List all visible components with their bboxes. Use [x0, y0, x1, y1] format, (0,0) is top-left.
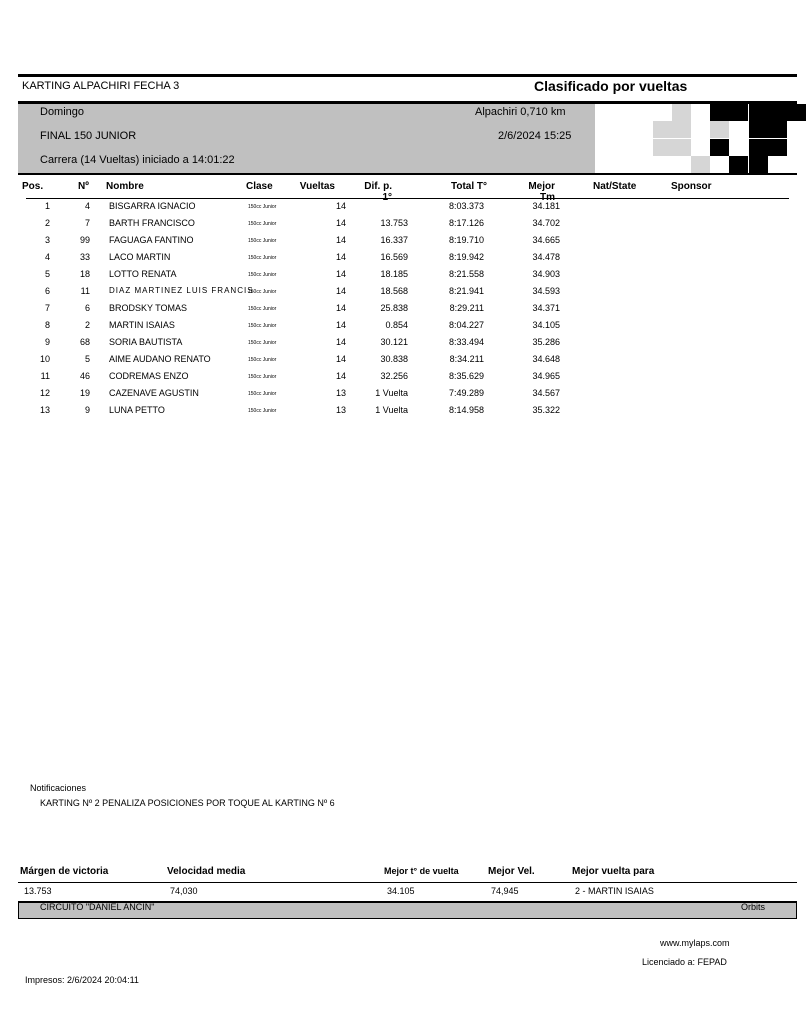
cell-laps: 14 — [335, 286, 346, 296]
cell-best: 34.105 — [532, 320, 560, 330]
cell-name: LACO MARTIN — [109, 252, 171, 262]
best-lap-label: Mejor t° de vuelta — [384, 866, 459, 876]
report-title: Clasificado por vueltas — [534, 78, 688, 94]
flag-square — [710, 121, 729, 138]
cell-best: 34.593 — [532, 286, 560, 296]
best-lap-value: 34.105 — [387, 886, 415, 896]
cell-pos: 12 — [39, 388, 50, 398]
cell-laps: 14 — [335, 320, 346, 330]
cell-name: BRODSKY TOMAS — [109, 303, 188, 313]
cell-class: 150cc Junior — [248, 238, 277, 244]
cell-gap: 16.569 — [380, 252, 408, 262]
cell-total: 8:03.373 — [448, 201, 484, 211]
top-rule — [18, 74, 797, 77]
margin-label: Márgen de victoria — [20, 866, 109, 877]
cell-gap: 18.185 — [380, 269, 408, 279]
cell-class: 150cc Junior — [248, 289, 277, 295]
cell-num: 33 — [79, 252, 90, 262]
cell-class: 150cc Junior — [248, 221, 277, 227]
table-row — [0, 368, 797, 385]
cell-gap: 1 Vuelta — [375, 388, 408, 398]
avg-speed-label: Velocidad media — [167, 866, 246, 877]
table-row — [0, 249, 797, 266]
cell-best: 34.903 — [532, 269, 560, 279]
cell-laps: 14 — [335, 235, 346, 245]
flag-square — [768, 139, 787, 156]
cell-laps: 14 — [335, 337, 346, 347]
cell-total: 8:35.629 — [448, 371, 484, 381]
cell-num: 7 — [84, 218, 90, 228]
cell-num: 9 — [84, 405, 90, 415]
cell-name: SORIA BAUTISTA — [109, 337, 183, 347]
cell-laps: 14 — [335, 269, 346, 279]
table-row — [0, 385, 797, 402]
cell-pos: 10 — [39, 354, 50, 364]
cell-pos: 2 — [44, 218, 50, 228]
table-row — [0, 351, 797, 368]
cell-best: 34.702 — [532, 218, 560, 228]
flag-square — [729, 104, 748, 121]
summary-rule — [18, 882, 797, 883]
cell-class: 150cc Junior — [248, 357, 277, 363]
col-nat: Nat/State — [593, 181, 637, 192]
flag-square — [672, 156, 691, 173]
cell-name: LOTTO RENATA — [109, 269, 177, 279]
band-bottom-rule — [18, 173, 797, 175]
cell-total: 8:14.958 — [448, 405, 484, 415]
flag-square — [672, 121, 691, 138]
cell-total: 7:49.289 — [448, 388, 484, 398]
cell-pos: 3 — [44, 235, 50, 245]
cell-pos: 4 — [44, 252, 50, 262]
table-row — [0, 402, 797, 419]
cell-gap: 0.854 — [385, 320, 408, 330]
best-lap-for-value: 2 - MARTIN ISAIAS — [575, 886, 654, 896]
cell-pos: 1 — [44, 201, 50, 211]
session-label: FINAL 150 JUNIOR — [40, 130, 137, 142]
cell-total: 8:29.211 — [449, 303, 484, 313]
day-label: Domingo — [40, 106, 85, 118]
cell-pos: 13 — [39, 405, 50, 415]
cell-laps: 14 — [335, 201, 346, 211]
table-row — [0, 283, 797, 300]
cell-best: 34.567 — [532, 388, 560, 398]
cell-num: 19 — [79, 388, 90, 398]
printed-timestamp: Impresos: 2/6/2024 20:04:11 — [25, 975, 139, 985]
cell-class: 150cc Junior — [248, 323, 277, 329]
cell-total: 8:34.211 — [449, 354, 484, 364]
col-best: Mejor — [528, 181, 555, 192]
cell-best: 35.322 — [532, 405, 560, 415]
event-title: KARTING ALPACHIRI FECHA 3 — [22, 80, 180, 92]
cell-num: 18 — [79, 269, 90, 279]
cell-laps: 14 — [335, 303, 346, 313]
license-text: Licenciado a: FEPAD — [642, 957, 727, 967]
cell-num: 6 — [84, 303, 90, 313]
best-lap-for-label: Mejor vuelta para — [572, 866, 655, 877]
flag-square — [653, 139, 672, 156]
cell-best: 34.478 — [532, 252, 560, 262]
cell-gap: 25.838 — [380, 303, 408, 313]
cell-pos: 6 — [44, 286, 50, 296]
cell-pos: 11 — [40, 371, 50, 381]
col-gap: Dif. p. — [364, 181, 392, 192]
notifications-title: Notificaciones — [30, 783, 87, 793]
cell-name: BISGARRA IGNACIO — [109, 201, 196, 211]
cell-best: 34.665 — [532, 235, 560, 245]
cell-total: 8:19.710 — [448, 235, 484, 245]
col-total: Total T° — [451, 181, 488, 192]
cell-gap: 16.337 — [380, 235, 408, 245]
cell-best: 34.181 — [532, 201, 560, 211]
cell-num: 2 — [84, 320, 90, 330]
cell-class: 150cc Junior — [248, 408, 277, 414]
cell-best: 35.286 — [532, 337, 560, 347]
table-row — [0, 198, 797, 215]
table-row — [0, 317, 797, 334]
table-row — [0, 266, 797, 283]
col-num: Nº — [78, 181, 89, 192]
table-row — [0, 334, 797, 351]
cell-name: MARTIN ISAIAS — [109, 320, 175, 330]
col-name: Nombre — [106, 181, 144, 192]
flag-square — [749, 121, 768, 138]
cell-gap: 1 Vuelta — [375, 405, 408, 415]
flag-square — [729, 139, 748, 156]
cell-laps: 13 — [335, 388, 346, 398]
best-speed-value: 74,945 — [491, 886, 519, 896]
website-link[interactable]: www.mylaps.com — [660, 938, 730, 948]
cell-total: 8:21.941 — [448, 286, 484, 296]
cell-num: 68 — [79, 337, 90, 347]
flag-square — [691, 139, 710, 156]
cell-name: LUNA PETTO — [109, 405, 165, 415]
col-class: Clase — [246, 181, 273, 192]
cell-class: 150cc Junior — [248, 306, 277, 312]
cell-total: 8:33.494 — [448, 337, 484, 347]
cell-num: 5 — [84, 354, 90, 364]
cell-pos: 9 — [44, 337, 50, 347]
cell-class: 150cc Junior — [248, 340, 277, 346]
margin-value: 13.753 — [24, 886, 52, 896]
col-pos: Pos. — [22, 181, 44, 192]
cell-laps: 14 — [335, 354, 346, 364]
track-label: Alpachiri 0,710 km — [475, 106, 566, 118]
cell-laps: 13 — [335, 405, 346, 415]
flag-square — [749, 156, 768, 173]
flag-square — [710, 156, 729, 173]
best-speed-label: Mejor Vel. — [488, 866, 535, 877]
cell-name: CAZENAVE AGUSTIN — [109, 388, 199, 398]
cell-total: 8:17.126 — [448, 218, 484, 228]
checkered-flag-icon — [595, 104, 797, 173]
cell-name: AIME AUDANO RENATO — [109, 354, 211, 364]
table-row — [0, 232, 797, 249]
cell-class: 150cc Junior — [248, 272, 277, 278]
cell-gap: 18.568 — [380, 286, 408, 296]
cell-class: 150cc Junior — [248, 391, 277, 397]
avg-speed-value: 74,030 — [170, 886, 198, 896]
cell-pos: 8 — [44, 320, 50, 330]
flag-square — [768, 104, 787, 121]
circuit-name: CIRCUITO "DANIEL ANCIN" — [40, 902, 155, 912]
cell-num: 11 — [80, 286, 90, 296]
cell-gap: 32.256 — [380, 371, 408, 381]
cell-class: 150cc Junior — [248, 204, 277, 210]
cell-laps: 14 — [335, 371, 346, 381]
cell-gap: 30.121 — [380, 337, 408, 347]
cell-name: BARTH FRANCISCO — [109, 218, 195, 228]
cell-class: 150cc Junior — [248, 374, 277, 380]
cell-name: CODREMAS ENZO — [109, 371, 189, 381]
cell-total: 8:04.227 — [448, 320, 484, 330]
cell-best: 34.965 — [532, 371, 560, 381]
cell-best: 34.648 — [532, 354, 560, 364]
cell-total: 8:19.942 — [448, 252, 484, 262]
table-row — [0, 300, 797, 317]
cell-name: DIAZ MARTINEZ LUIS FRANCIS — [109, 286, 254, 295]
cell-laps: 14 — [335, 252, 346, 262]
table-row — [0, 215, 797, 232]
cell-num: 46 — [79, 371, 90, 381]
notification-text: KARTING Nº 2 PENALIZA POSICIONES POR TOQUE AL KARTING Nº 6 — [40, 798, 335, 808]
cell-pos: 7 — [44, 303, 50, 313]
cell-best: 34.371 — [532, 303, 560, 313]
cell-laps: 14 — [335, 218, 346, 228]
datetime-label: 2/6/2024 15:25 — [498, 130, 572, 142]
col-laps: Vueltas — [299, 181, 335, 192]
cell-total: 8:21.558 — [448, 269, 484, 279]
cell-num: 99 — [79, 235, 90, 245]
cell-gap: 30.838 — [380, 354, 408, 364]
cell-name: FAGUAGA FANTINO — [109, 235, 194, 245]
cell-gap: 13.753 — [380, 218, 408, 228]
col-sponsor: Sponsor — [671, 181, 712, 192]
cell-class: 150cc Junior — [248, 255, 277, 261]
cell-pos: 5 — [44, 269, 50, 279]
cell-num: 4 — [84, 201, 90, 211]
timing-system: Orbits — [741, 902, 766, 912]
race-info-label: Carrera (14 Vueltas) iniciado a 14:01:22 — [40, 154, 235, 166]
